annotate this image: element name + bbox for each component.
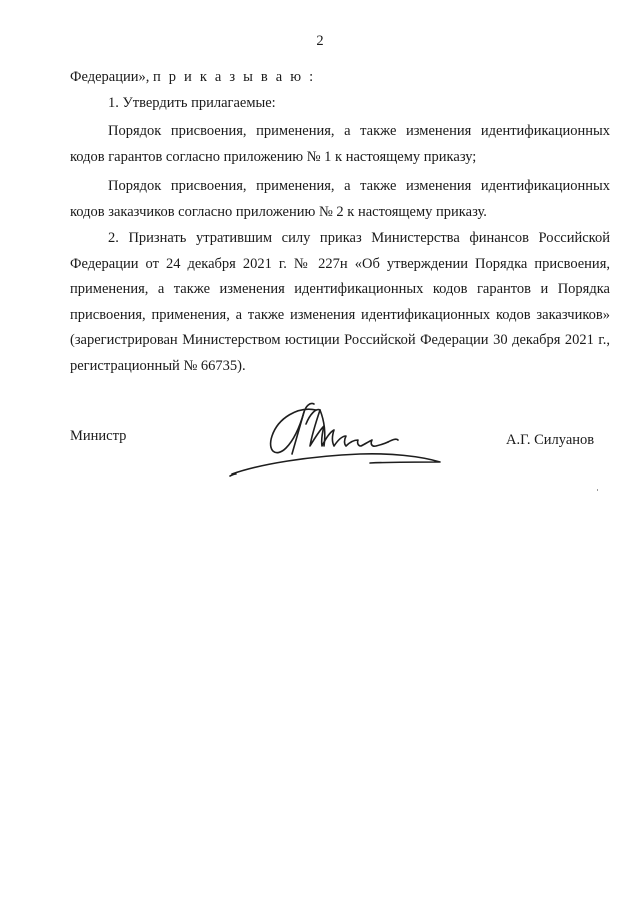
intro-lead: Федерации»,: [70, 69, 150, 85]
item-1-sub-2: Порядок присвоения, применения, а также изменения идентификационных кодов заказчиков согласно приложению № 2 к настоящему приказу.: [70, 178, 610, 220]
item-1-heading: 1. Утвердить прилагаемые:: [108, 95, 276, 111]
item-1-sub-1: Порядок присвоения, применения, а также изменения идентификационных кодов гарантов согласно приложению № 1 к настоящему приказу;: [70, 123, 610, 165]
signer-name: А.Г. Силуанов: [506, 432, 595, 448]
intro-line: [70, 65, 610, 91]
order-word: п р и к а з ы в а ю :: [152, 69, 316, 85]
signer-position: Министр: [70, 428, 127, 444]
page-number: 2: [316, 33, 324, 49]
handwritten-signature: [220, 396, 450, 486]
scan-speck: [597, 489, 598, 491]
item-2-paragraph: 2. Признать утратившим силу приказ Министерства финансов Российской Федерации от 24 декабря 2021 г. № 227н «Об утверждении Порядка присвоения, применения, а также изменения идентификационных кодов гарантов и Порядка присвоения, применения, а также изменения идентификационных кодов заказчиков» (зарегистрирован Министерством юстиции Российской Федерации 30 декабря 2021 г., регистрационный № 66735).: [70, 230, 610, 374]
